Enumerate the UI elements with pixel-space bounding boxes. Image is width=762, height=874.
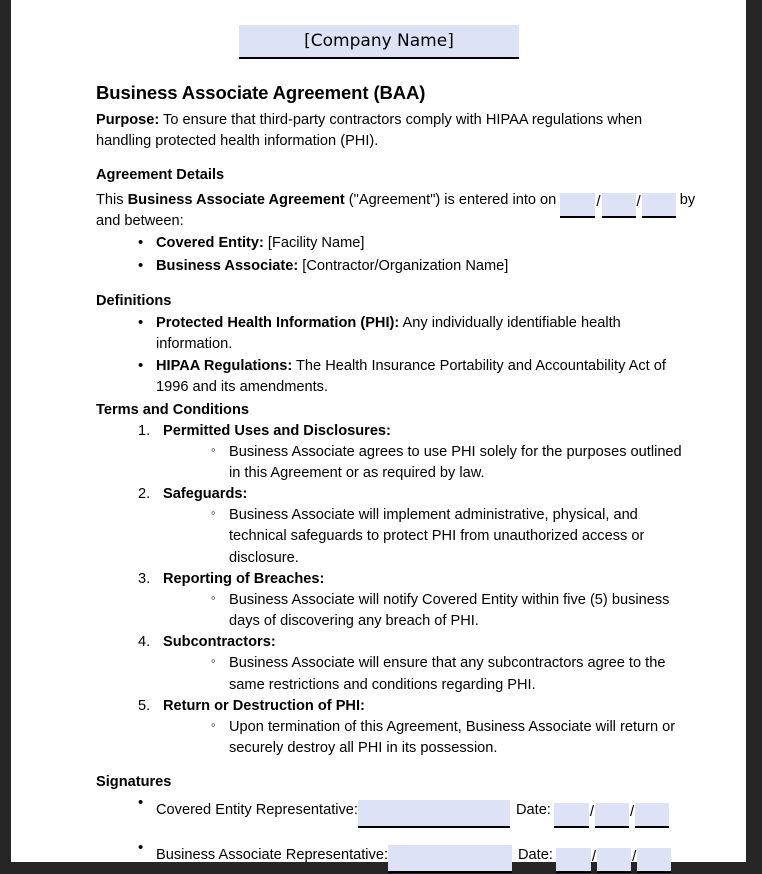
- agreement-intro-bold: Business Associate Agreement: [127, 192, 345, 209]
- agreement-details-list: [96, 233, 696, 276]
- agreement-date-month-box[interactable]: [560, 193, 595, 218]
- agreement-intro-post: by and between:: [96, 192, 696, 230]
- business-associate-label: Business Associate:: [156, 257, 299, 274]
- business-associate-value[interactable]: [Contractor/Organization Name]: [298, 257, 509, 274]
- list-item: [138, 256, 696, 277]
- page-frame-right: [746, 0, 762, 874]
- covered-entity-label: Covered Entity:: [156, 235, 264, 252]
- list-item: ◦ Upon termination of this Agreement, Business Associate will return or securely destroy all PHI in its possession.: [211, 717, 696, 759]
- covered-entity-value[interactable]: [Facility Name]: [263, 235, 365, 252]
- definition-phi-label: Protected Health Information (PHI):: [156, 314, 400, 331]
- term-detail-list: [163, 717, 696, 759]
- covered-entity-date-field[interactable]: [554, 797, 669, 822]
- agreement-date-separator-2: /: [636, 193, 641, 211]
- page-title: Business Associate Agreement (BAA): [96, 82, 426, 103]
- agreement-intro-paragraph: [96, 186, 696, 232]
- page-frame-left: [0, 0, 11, 874]
- list-item: ◦ Business Associate agrees to use PHI solely for the purposes outlined in this Agreement or as required by law.: [211, 442, 696, 484]
- document-body: [96, 80, 696, 866]
- terms-list: [96, 421, 696, 760]
- agreement-intro-pre: This: [96, 192, 128, 209]
- business-associate-date-separator-1: /: [591, 848, 597, 866]
- company-header-underline: [239, 57, 519, 59]
- definitions-list: [96, 313, 696, 399]
- purpose-paragraph: [96, 110, 696, 152]
- section-heading-terms: Terms and Conditions: [96, 401, 249, 418]
- covered-entity-date-separator-2: /: [630, 803, 635, 821]
- agreement-date-day-box[interactable]: [602, 193, 636, 218]
- list-item: [138, 421, 696, 484]
- list-item: [138, 632, 696, 695]
- agreement-date-separator-1: /: [596, 193, 601, 211]
- term-detail-list: [163, 505, 696, 568]
- list-item: [138, 696, 696, 759]
- agreement-date-field[interactable]: [560, 187, 675, 212]
- covered-entity-signature-input[interactable]: [358, 800, 510, 828]
- list-item: [138, 313, 696, 355]
- term-title: Permitted Uses and Disclosures:: [163, 422, 391, 439]
- covered-entity-date-label: Date:: [515, 802, 551, 819]
- section-heading-definitions: Definitions: [96, 292, 172, 309]
- term-detail-list: [163, 442, 696, 484]
- list-item: ◦ Business Associate will notify Covered Entity within five (5) business days of discovering any breach of PHI.: [211, 590, 696, 632]
- business-associate-date-field[interactable]: [556, 842, 671, 867]
- definition-phi-text: Any individually identifiable health information.: [156, 314, 621, 353]
- definition-hipaa-text: The Health Insurance Portability and Accountability Act of 1996 and its amendments.: [156, 358, 666, 396]
- business-associate-signature-input[interactable]: [388, 845, 512, 873]
- covered-entity-date-separator-1: /: [589, 803, 595, 821]
- list-item: [138, 233, 696, 254]
- signature-row-covered-entity: [138, 793, 696, 821]
- business-associate-date-label: Date:: [518, 847, 553, 864]
- agreement-date-year-box[interactable]: [642, 193, 676, 218]
- covered-entity-rep-label: Covered Entity Representative:: [156, 802, 358, 819]
- list-item: [138, 569, 696, 632]
- company-header-field[interactable]: [239, 25, 519, 59]
- section-heading-signatures: Signatures: [96, 774, 172, 791]
- list-item: ◦ Business Associate will ensure that any subcontractors agree to the same restrictions and conditions regarding PHI.: [211, 653, 696, 695]
- business-associate-date-year-box[interactable]: [637, 848, 671, 873]
- agreement-intro-mid: ("Agreement") is entered into on: [344, 192, 561, 209]
- covered-entity-date-month-box[interactable]: [554, 803, 589, 828]
- signature-row-business-associate: [138, 838, 696, 866]
- business-associate-date-month-box[interactable]: [556, 848, 591, 873]
- section-heading-agreement-details: Agreement Details: [96, 167, 225, 184]
- business-associate-rep-label: Business Associate Representative:: [156, 847, 389, 864]
- business-associate-date-separator-2: /: [632, 848, 637, 866]
- list-item: ◦ Business Associate will implement administrative, physical, and technical safeguards to protect PHI from unauthorized access or disclosure.: [211, 505, 696, 568]
- term-title: Reporting of Breaches:: [163, 570, 325, 587]
- company-name-placeholder[interactable]: [Company Name]: [239, 25, 519, 57]
- list-item: [138, 356, 696, 398]
- list-item: [138, 484, 696, 569]
- business-associate-date-day-box[interactable]: [597, 848, 631, 873]
- covered-entity-date-year-box[interactable]: [635, 803, 669, 828]
- term-detail-list: [163, 653, 696, 695]
- term-title: Subcontractors:: [163, 634, 276, 651]
- covered-entity-date-day-box[interactable]: [595, 803, 629, 828]
- purpose-label: Purpose:: [96, 111, 160, 128]
- signatures-list: [96, 793, 696, 866]
- term-detail-list: [163, 590, 696, 632]
- definition-hipaa-label: HIPAA Regulations:: [156, 358, 293, 375]
- term-title: Safeguards:: [163, 486, 248, 503]
- term-title: Return or Destruction of PHI:: [163, 697, 365, 714]
- purpose-text: To ensure that third-party contractors comply with HIPAA regulations when handling protected health information (PHI).: [96, 111, 643, 149]
- document-page: [11, 0, 746, 866]
